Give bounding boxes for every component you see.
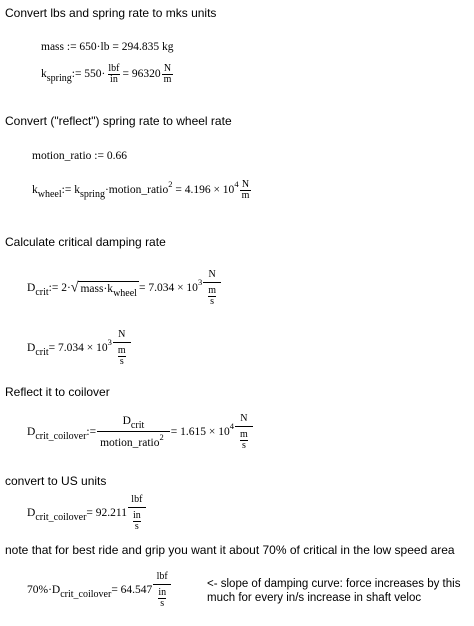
d-crit-eval-unit-fraction: $\frac{N}{\frac{m}{s}}$: [113, 330, 131, 367]
d-crit-unit-fraction: $\frac{N}{\frac{m}{s}}$: [203, 270, 221, 307]
equation-k-wheel: kwheel:= kspring·motion_ratio$^2$ = $4.196 \times 10^4$ $\frac{N}{m}$: [32, 178, 250, 201]
equation-d-coil-us: Dcrit_coilover= 92.211 $\frac{\text{lbf}}{\frac{in}{s}}$: [27, 495, 147, 532]
comment-convert-mks: Convert lbs and spring rate to mks units: [5, 6, 217, 20]
equation-d-crit-coilover: Dcrit_coilover:= $\frac{\text{Dcrit}}{motion\_ratio^2}$ = $1.615 \times 10^4$ $\frac{N}{\frac{m}{s}}$: [27, 414, 254, 451]
k-spring-unit-fraction: $\frac{\text{lbf}}{in}$: [108, 63, 120, 85]
comment-70-percent: note that for best ride and grip you want it about 70% of critical in the low speed area: [5, 543, 455, 557]
d-coil-70-unit-fraction: $\frac{\text{lbf}}{\frac{in}{s}}$: [153, 572, 171, 609]
mass-text: mass := 650·lb = 294.835 kg: [41, 41, 174, 53]
k-wheel-result-unit: $\frac{N}{m}$: [241, 179, 250, 201]
comment-reflect-coilover: Reflect it to coilover: [5, 385, 110, 399]
slope-note: [207, 577, 460, 605]
equation-d-crit-eval: Dcrit= $7.034 \times 10^3$ $\frac{N}{\frac{m}{s}}$: [27, 330, 132, 367]
d-coil-us-unit-fraction: $\frac{\text{lbf}}{\frac{in}{s}}$: [128, 495, 146, 532]
comment-critical-damping: Calculate critical damping rate: [5, 235, 166, 249]
d-coil-unit-fraction: $\frac{N}{\frac{m}{s}}$: [235, 414, 253, 451]
comment-reflect-spring: Convert ("reflect") spring rate to wheel rate: [5, 114, 232, 128]
equation-k-spring: [41, 64, 174, 85]
k-wheel-subscript: wheel: [37, 188, 62, 200]
comment-us-units: convert to US units: [5, 474, 107, 488]
equation-70-percent: 70%·Dcrit_coilover= 64.547 $\frac{\text{lbf}}{\frac{in}{s}}$: [27, 572, 172, 609]
sqrt-sign: √ mass·kwheel: [70, 280, 137, 300]
equation-motion-ratio: [32, 151, 127, 163]
k-spring-result-unit: $\frac{N}{m}$: [163, 63, 172, 85]
slope-note-line2: much for every in/s increase in shaft veloc: [207, 592, 422, 604]
k-spring-result: = 96320: [122, 67, 161, 80]
slope-note-line1: <- slope of damping curve: force increases by this: [207, 578, 461, 590]
equation-mass: [41, 42, 173, 54]
equation-d-crit: Dcrit:= 2·√ mass·kwheel= $7.034 \times 10^3$ $\frac{N}{\frac{m}{s}}$: [27, 270, 222, 307]
k-symbol: k: [41, 67, 47, 80]
k-spring-subscript: spring: [46, 72, 72, 84]
motion-ratio-text: motion_ratio := 0.66: [32, 150, 127, 162]
k-spring-assign: := 550·: [71, 67, 106, 80]
d-coil-fraction: $\frac{\text{Dcrit}}{motion\_ratio^2}$: [97, 416, 170, 449]
